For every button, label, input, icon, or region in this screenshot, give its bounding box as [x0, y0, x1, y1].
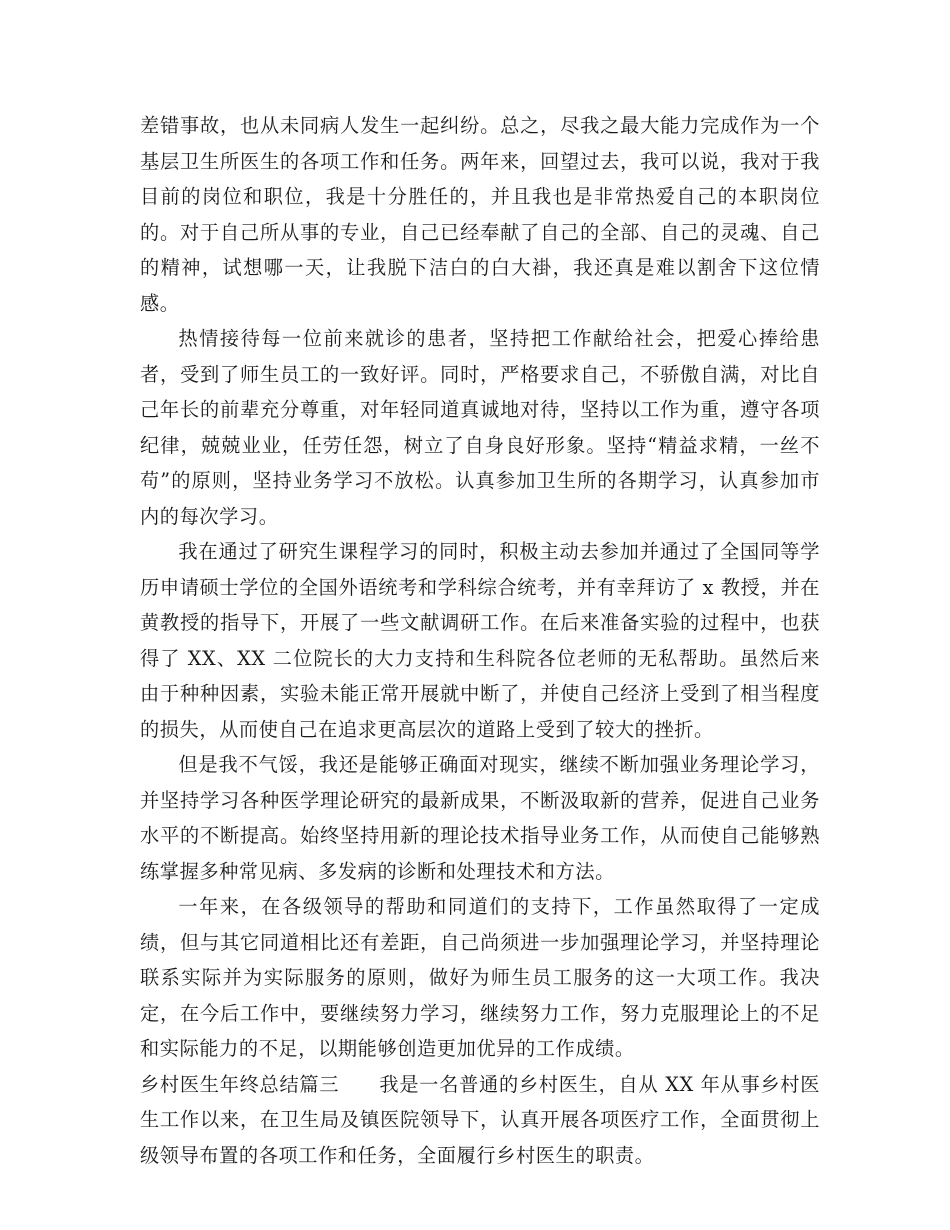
paragraph-1: 差错事故，也从未同病人发生一起纠纷。总之，尽我之最大能力完成作为一个基层卫生所医生的各项工作和任务。两年来，回望过去，我可以说，我对于我目前的岗位和职位，我是十分胜任的，并且我也是非常热爱自己的本职岗位的。对于自己所从事的专业，自己已经奉献了自己的全部、自己的灵魂、自己的精神，试想哪一天，让我脱下洁白的白大褂，我还真是难以割舍下这位情感。	[140, 114, 820, 315]
paragraph-3: 我在通过了研究生课程学习的同时，积极主动去参加并通过了全国同等学历申请硕士学位的全国外语统考和学科综合统考，并有幸拜访了 x 教授，并在黄教授的指导下，开展了一些文献调研工作。在后来准备实验的过程中，也获得了 XX、XX 二位院长的大力支持和生科院各位老师的无私帮助。虽然后来由于种种因素，实验未能正常开展就中断了，并使自己经济上受到了相当程度的损失，从而使自己在追求更高层次的道路上受到了较大的挫折。	[140, 540, 820, 741]
paragraph-2: 热情接待每一位前来就诊的患者，坚持把工作献给社会，把爱心捧给患者，受到了师生员工的一致好评。同时，严格要求自己，不骄傲自满，对比自己年长的前辈充分尊重，对年轻同道真诚地对待，坚持以工作为重，遵守各项纪律，兢兢业业，任劳任怨，树立了自身良好形象。坚持“精益求精，一丝不苟”的原则，坚持业务学习不放松。认真参加卫生所的各期学习，认真参加市内的每次学习。	[140, 327, 820, 528]
section-text: 我是一名普通的乡村医生，自从 XX 年从事乡村医生工作以来，在卫生局及镇医院领导下，认真开展各项医疗工作，全面贯彻上级领导布置的各项工作和任务，全面履行乡村医生的职责。	[140, 1072, 821, 1167]
paragraph-5: 一年来，在各级领导的帮助和同道们的支持下，工作虽然取得了一定成绩，但与其它同道相比还有差距，自己尚须进一步加强理论学习，并坚持理论联系实际并为实际服务的原则，做好为师生员工服务的这一大项工作。我决定，在今后工作中，要继续努力学习，继续努力工作，努力克服理论上的不足和实际能力的不足，以期能够创造更加优异的工作成绩。	[140, 895, 820, 1060]
paragraph-4: 但是我不气馁，我还是能够正确面对现实，继续不断加强业务理论学习，并坚持学习各种医学理论研究的最新成果，不断汲取新的营养，促进自己业务水平的不断提高。始终坚持用新的理论技术指导业务工作，从而使自己能够熟练掌握多种常见病、多发病的诊断和处理技术和方法。	[140, 753, 820, 883]
section-paragraph	[140, 1067, 820, 1174]
section-heading: 乡村医生年终总结篇三	[140, 1072, 340, 1096]
document-body	[140, 108, 820, 1173]
